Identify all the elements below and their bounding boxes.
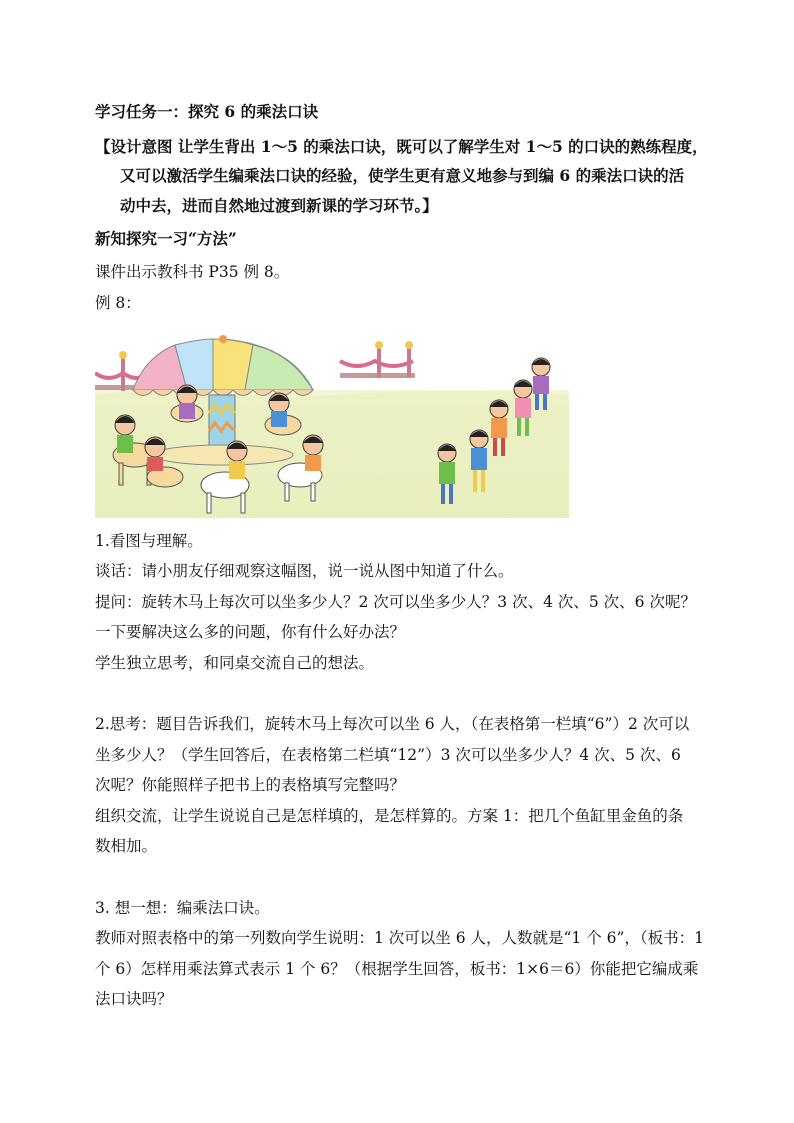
design-intent-line-2: 又可以激活学生编乘法口诀的经验，使学生更有意义地参与到编 6 的乘法口诀的活 <box>120 166 685 185</box>
step2-line-5: 数相加。 <box>95 837 158 855</box>
design-intent-line-1: 【设计意图 让学生背出 1～5 的乘法口诀，既可以了解学生对 1～5 的口诀的熟练程度， <box>95 137 708 156</box>
section-heading: 新知探究一习“方法” <box>95 229 237 248</box>
step3-line-3: 法口诀吗？ <box>95 990 173 1008</box>
step1-line-4: 学生独立思考，和同桌交流自己的想法。 <box>95 654 375 672</box>
step3-line-1: 教师对照表格中的第一列数向学生说明：1 次可以坐 6 人，人数就是“1 个 6”，（板书：1 <box>95 929 705 947</box>
step1-line-3: 一下要解决这么多的问题，你有什么好办法？ <box>95 623 406 641</box>
carousel-illustration <box>95 335 569 518</box>
step2-line-1: 2.思考：题目告诉我们，旋转木马上每次可以坐 6 人，（在表格第一栏填“6”）2 次可以 <box>95 715 690 733</box>
design-intent-line-3: 动中去，进而自然地过渡到新课的学习环节。】 <box>120 196 438 215</box>
step1-title: 1.看图与理解。 <box>95 532 203 550</box>
task-heading: 学习任务一：探究 6 的乘法口诀 <box>95 102 319 121</box>
step1-line-2: 提问：旋转木马上每次可以坐多少人？2 次可以坐多少人？3 次、4 次、5 次、6 次呢？ <box>95 593 696 611</box>
step1-line-1: 谈话：请小朋友仔细观察这幅图，说一说从图中知道了什么。 <box>95 562 514 580</box>
step3-title: 3. 想一想：编乘法口诀。 <box>95 899 270 917</box>
step3-line-2: 个 6）怎样用乘法算式表示 1 个 6？（根据学生回答，板书：1×6＝6）你能把它编成乘 <box>95 960 699 978</box>
step2-line-3: 次呢？你能照样子把书上的表格填写完整吗？ <box>95 776 406 794</box>
courseware-line: 课件出示教科书 P35 例 8。 <box>95 263 290 281</box>
step2-line-2: 坐多少人？（学生回答后，在表格第二栏填“12”）3 次可以坐多少人？4 次、5 次、6 <box>95 746 681 764</box>
example-label: 例 8： <box>95 294 141 312</box>
step2-line-4: 组织交流，让学生说说自己是怎样填的，是怎样算的。方案 1：把几个鱼缸里金鱼的条 <box>95 807 684 825</box>
